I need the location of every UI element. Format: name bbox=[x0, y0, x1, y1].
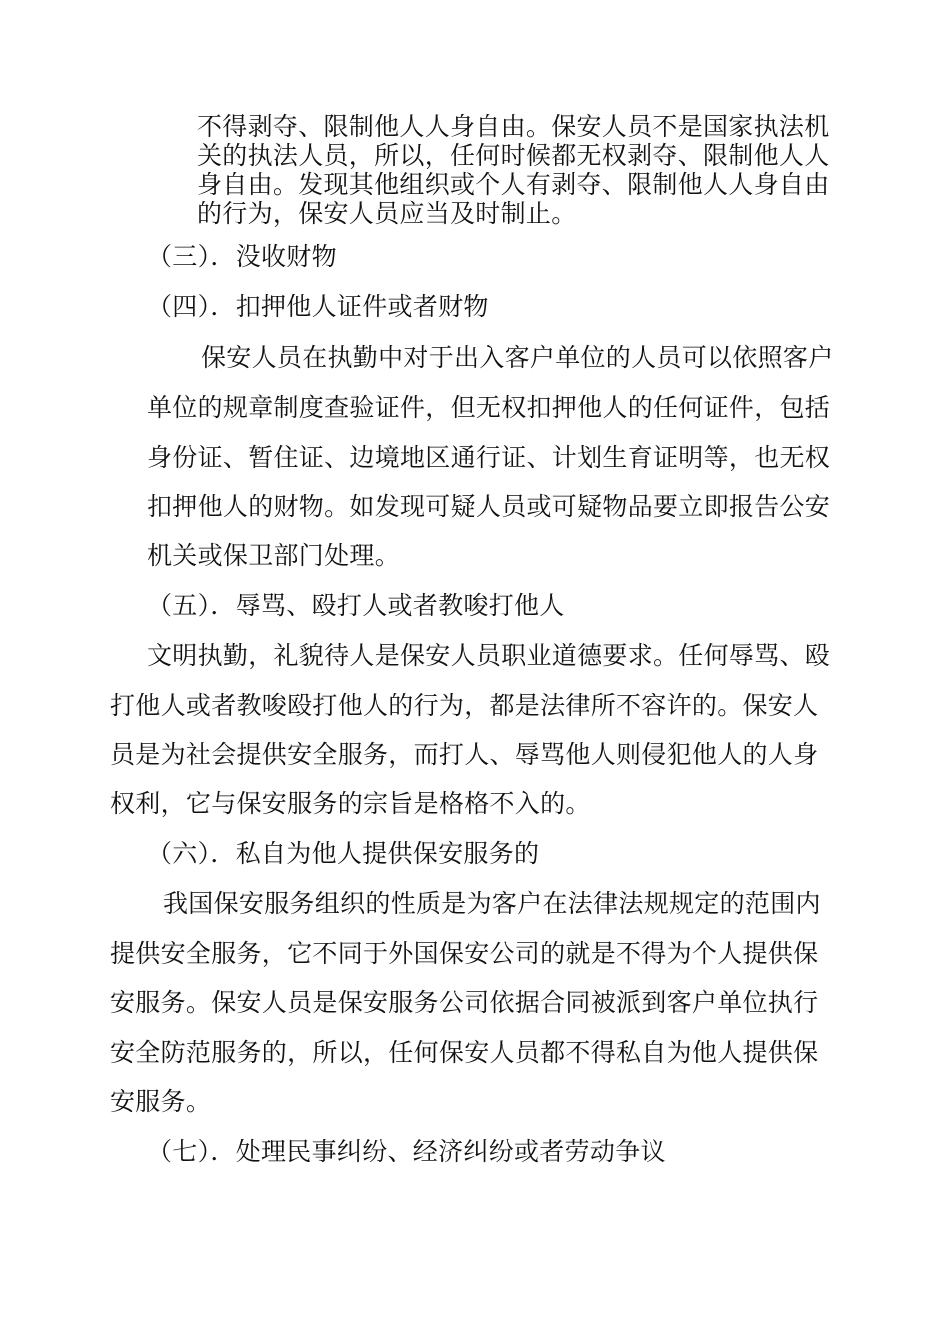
paragraph-line: 的行为，保安人员应当及时制止。 bbox=[197, 199, 577, 228]
paragraph-line: 权利，它与保安服务的宗旨是格格不入的。 bbox=[110, 789, 591, 818]
section-heading-4: （四）．扣押他人证件或者财物 bbox=[147, 292, 489, 321]
paragraph-line: 我国保安服务组织的性质是为客户在法律法规规定的范围内 bbox=[163, 889, 821, 918]
paragraph-line: 身份证、暂住证、边境地区通行证、计划生育证明等，也无权 bbox=[147, 443, 831, 472]
section-heading-3: （三）．没收财物 bbox=[147, 242, 337, 271]
paragraph-line: 打他人或者教唆殴打他人的行为，都是法律所不容许的。保安人 bbox=[110, 691, 819, 720]
paragraph-line: 保安人员在执勤中对于出入客户单位的人员可以依照客户 bbox=[201, 343, 834, 372]
paragraph-line: 单位的规章制度查验证件，但无权扣押他人的任何证件，包括 bbox=[147, 393, 831, 422]
section-heading-7: （七）．处理民事纠纷、经济纠纷或者劳动争议 bbox=[147, 1137, 666, 1166]
paragraph-line: 扣押他人的财物。如发现可疑人员或可疑物品要立即报告公安 bbox=[147, 492, 831, 521]
paragraph-line: 文明执勤，礼貌待人是保安人员职业道德要求。任何辱骂、殴 bbox=[147, 641, 831, 670]
section-heading-6: （六）．私自为他人提供保安服务的 bbox=[147, 839, 540, 868]
paragraph-line: 身自由。发现其他组织或个人有剥夺、限制他人人身自由 bbox=[197, 170, 830, 199]
paragraph-line: 机关或保卫部门处理。 bbox=[147, 541, 401, 570]
paragraph-line: 安全防范服务的，所以，任何保安人员都不得私自为他人提供保 bbox=[110, 1038, 819, 1067]
section-heading-5: （五）．辱骂、殴打人或者教唆打他人 bbox=[147, 591, 565, 620]
paragraph-line: 安服务。保安人员是保安服务公司依据合同被派到客户单位执行 bbox=[110, 988, 819, 1017]
paragraph-line: 员是为社会提供安全服务，而打人、辱骂他人则侵犯他人的人身 bbox=[110, 740, 819, 769]
paragraph-line: 安服务。 bbox=[110, 1087, 212, 1116]
paragraph-line: 关的执法人员，所以，任何时候都无权剥夺、限制他人人 bbox=[197, 141, 830, 170]
paragraph-line: 不得剥夺、限制他人人身自由。保安人员不是国家执法机 bbox=[197, 112, 830, 141]
paragraph-line: 提供安全服务，它不同于外国保安公司的就是不得为个人提供保 bbox=[110, 939, 819, 968]
